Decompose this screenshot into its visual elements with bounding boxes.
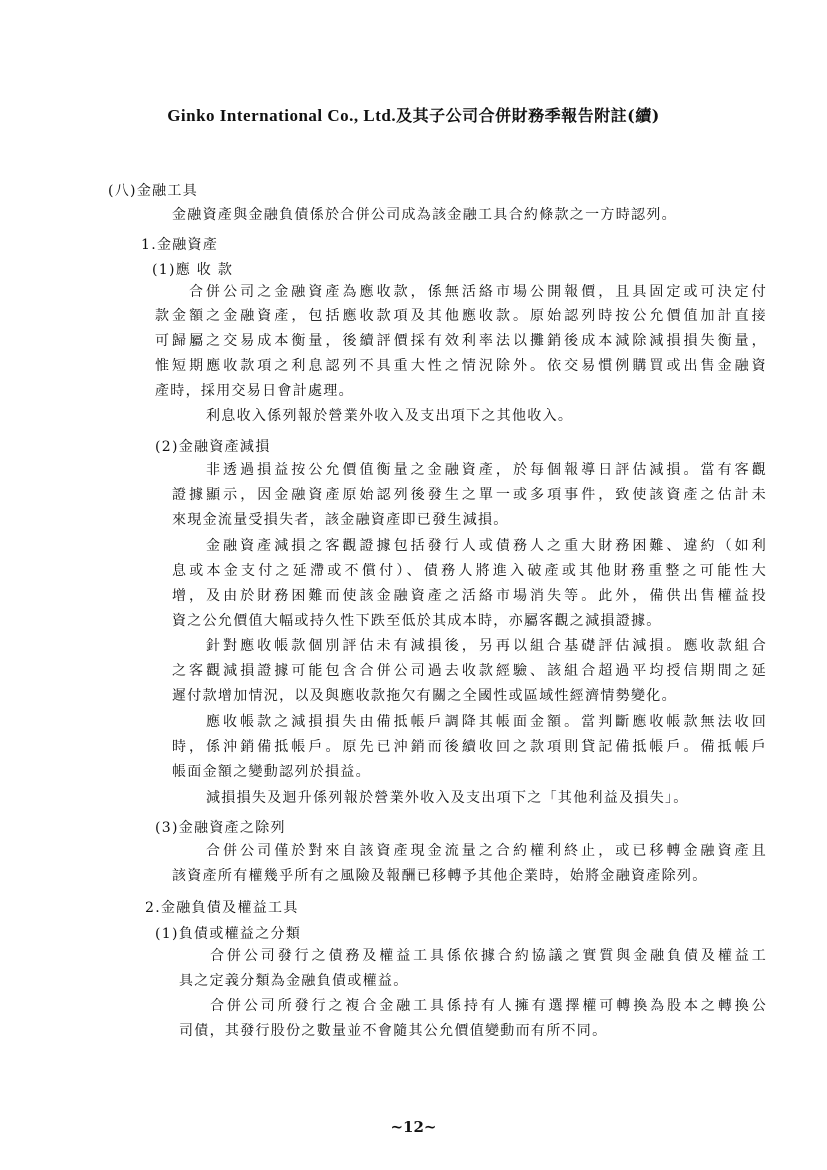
impairment-heading: (2)金融資產減損 xyxy=(155,439,271,455)
classification-heading: (1)負債或權益之分類 xyxy=(155,926,302,942)
page-header xyxy=(0,103,827,126)
impairment-text-line: 時，係沖銷備抵帳戶。原先已沖銷而後續收回之款項則貸記備抵帳戶。備抵帳戶 xyxy=(172,739,767,755)
impairment-text-line: 非透過損益按公允價值衡量之金融資產，於每個報導日評估減損。當有客觀 xyxy=(206,462,767,478)
impairment-text-line: 針對應收帳款個別評估未有減損後，另再以組合基礎評估減損。應收款組合 xyxy=(206,638,767,654)
derecognition-text-line: 該資產所有權幾乎所有之風險及報酬已移轉予其他企業時，始將金融資產除列。 xyxy=(172,868,708,884)
receivables-text-line: 產時，採用交易日會計處理。 xyxy=(155,383,354,399)
impairment-text-line: 增，及由於財務困難而使該金融資產之活絡市場消失等。此外，備供出售權益投 xyxy=(172,588,767,604)
receivables-text-line: 可歸屬之交易成本衡量，後續評價採有效利率法以攤銷後成本減除減損損失衡量， xyxy=(155,333,767,349)
classification-text-line: 司債，其發行股份之數量並不會隨其公允價值變動而有所不同。 xyxy=(179,1023,608,1039)
financial-liabilities-heading: 2.金融負債及權益工具 xyxy=(145,900,299,916)
receivables-text-line: 惟短期應收款項之利息認列不具重大性之情況除外。依交易慣例購買或出售金融資 xyxy=(155,358,767,374)
impairment-text-line: 來現金流量受損失者，該金融資產即已發生減損。 xyxy=(172,512,509,528)
financial-assets-heading: 1.金融資產 xyxy=(141,237,219,253)
receivables-text-line: 款金額之金融資產，包括應收款項及其他應收款。原始認列時按公允價值加計直接 xyxy=(155,308,767,324)
page-number: ~12~ xyxy=(390,1118,437,1136)
derecognition-text-line: 合併公司僅於對來自該資產現金流量之合約權利終止，或已移轉金融資產且 xyxy=(206,843,767,859)
derecognition-heading: (3)金融資產之除列 xyxy=(155,820,286,836)
receivables-heading: (1)應 收 款 xyxy=(152,262,234,278)
receivables-text-line: 利息收入係列報於營業外收入及支出項下之其他收入。 xyxy=(206,408,574,424)
classification-text-line: 具之定義分類為金融負債或權益。 xyxy=(179,973,409,989)
header-title-zh: 及其子公司合併財務季報告附註(續) xyxy=(396,106,660,125)
impairment-text-line: 證據顯示，因金融資產原始認列後發生之單一或多項事件，致使該資產之估計未 xyxy=(172,487,767,503)
impairment-text-line: 減損損失及迴升係列報於營業外收入及支出項下之「其他利益及損失」。 xyxy=(206,790,689,806)
impairment-text-line: 應收帳款之減損損失由備抵帳戶調降其帳面金額。當判斷應收帳款無法收回 xyxy=(206,714,767,730)
impairment-text-line: 資之公允價值大幅或持久性下跌至低於其成本時，亦屬客觀之減損證據。 xyxy=(172,613,662,629)
impairment-text-line: 帳面金額之變動認列於損益。 xyxy=(172,764,371,780)
company-name-en: Ginko International Co., Ltd. xyxy=(167,106,397,125)
impairment-text-line: 之客觀減損證據可能包含合併公司過去收款經驗、該組合超過平均授信期間之延 xyxy=(172,663,767,679)
classification-text-line: 合併公司發行之債務及權益工具係依據合約協議之實質與金融負債及權益工 xyxy=(210,948,767,964)
section-8-intro: 金融資產與金融負債係於合併公司成為該金融工具合約條款之一方時認列。 xyxy=(172,207,677,223)
section-8-heading: (八)金融工具 xyxy=(108,183,199,199)
classification-text-line: 合併公司所發行之複合金融工具係持有人擁有選擇權可轉換為股本之轉換公 xyxy=(210,998,767,1014)
receivables-text-line: 合併公司之金融資產為應收款，係無活絡市場公開報價，且具固定或可決定付 xyxy=(189,284,767,300)
impairment-text-line: 息或本金支付之延滯或不償付）、債務人將進入破產或其他財務重整之可能性大 xyxy=(172,563,767,579)
impairment-text-line: 遲付款增加情況，以及與應收款拖欠有關之全國性或區域性經濟情勢變化。 xyxy=(172,688,677,704)
impairment-text-line: 金融資產減損之客觀證據包括發行人或債務人之重大財務困難、違約（如利 xyxy=(206,538,767,554)
